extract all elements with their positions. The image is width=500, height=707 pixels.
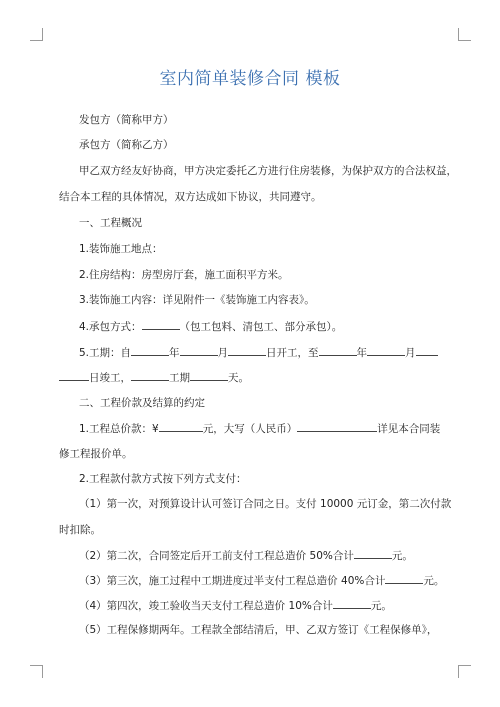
crop-mark-top-right <box>458 28 471 41</box>
blank-field <box>59 370 89 381</box>
paragraph-contractor: 承包方（简称乙方） <box>79 139 174 151</box>
blank-field <box>333 598 371 609</box>
item-site: 1.装饰施工地点： <box>79 243 163 255</box>
blank-field <box>142 319 180 330</box>
item-total-price: 1.工程总价款：¥ 元，大写（人民币） 详见本合同装 <box>79 423 441 435</box>
payment-first: （1）第一次，对预算设计认可签订合同之日。支付 10000 元订金，第二次付款 <box>79 498 452 510</box>
crop-mark-bottom-right <box>458 665 471 678</box>
blank-field <box>297 421 377 432</box>
blank-field <box>385 573 423 584</box>
item-structure: 2.住房结构：房型房厅套，施工面积平方米。 <box>79 269 289 281</box>
item-content: 3.装饰施工内容：详见附件一《装饰施工内容表》。 <box>79 294 315 306</box>
item-payment-method: 2.工程款付款方式按下列方式支付： <box>79 473 247 485</box>
section-heading-price: 二、工程价款及结算的约定 <box>79 397 205 409</box>
document-title: 室内简单装修合同 模板 <box>159 69 341 89</box>
blank-field <box>228 345 266 356</box>
payment-first-cont: 时扣除。 <box>59 524 101 536</box>
item-total-price-cont: 修工程报价单。 <box>59 448 133 460</box>
paragraph-preamble-1: 甲乙双方经友好协商，甲方决定委托乙方进行住房装修，为保护双方的合法权益， <box>79 165 457 177</box>
payment-fifth: （5）工程保修期两年。工程款全部结清后，甲、乙双方签订《工程保修单》， <box>79 624 438 636</box>
blank-field <box>131 370 169 381</box>
blank-field <box>180 345 218 356</box>
blank-field <box>131 345 169 356</box>
blank-field <box>190 370 228 381</box>
payment-fourth: （4）第四次，竣工验收当天支付工程总造价 10%合计 元。 <box>79 600 392 612</box>
section-heading-overview: 一、工程概况 <box>79 217 142 229</box>
item-schedule-cont: 日竣工， 工期 天。 <box>59 370 431 385</box>
payment-second: （2）第二次，合同签定后开工前支付工程总造价 50%合计 元。 <box>79 550 413 562</box>
blank-field <box>354 548 392 559</box>
paragraph-preamble-2: 结合本工程的具体情况，双方达成如下协议，共同遵守。 <box>59 191 322 203</box>
paragraph-employer: 发包方（简称甲方） <box>79 114 174 126</box>
item-schedule: 5.工期：自 年 月 日开工，至 年 月 <box>79 345 451 360</box>
blank-field <box>159 421 203 432</box>
crop-mark-top-left <box>30 28 43 41</box>
item-contract-mode: 4.承包方式： （包工包料、清包工、部分承包）。 <box>79 321 343 333</box>
crop-mark-bottom-left <box>30 665 43 678</box>
payment-third: （3）第三次，施工过程中工期进度过半支付工程总造价 40%合计 元。 <box>79 575 445 587</box>
blank-field <box>319 345 357 356</box>
blank-field <box>416 345 438 356</box>
blank-field <box>367 345 405 356</box>
